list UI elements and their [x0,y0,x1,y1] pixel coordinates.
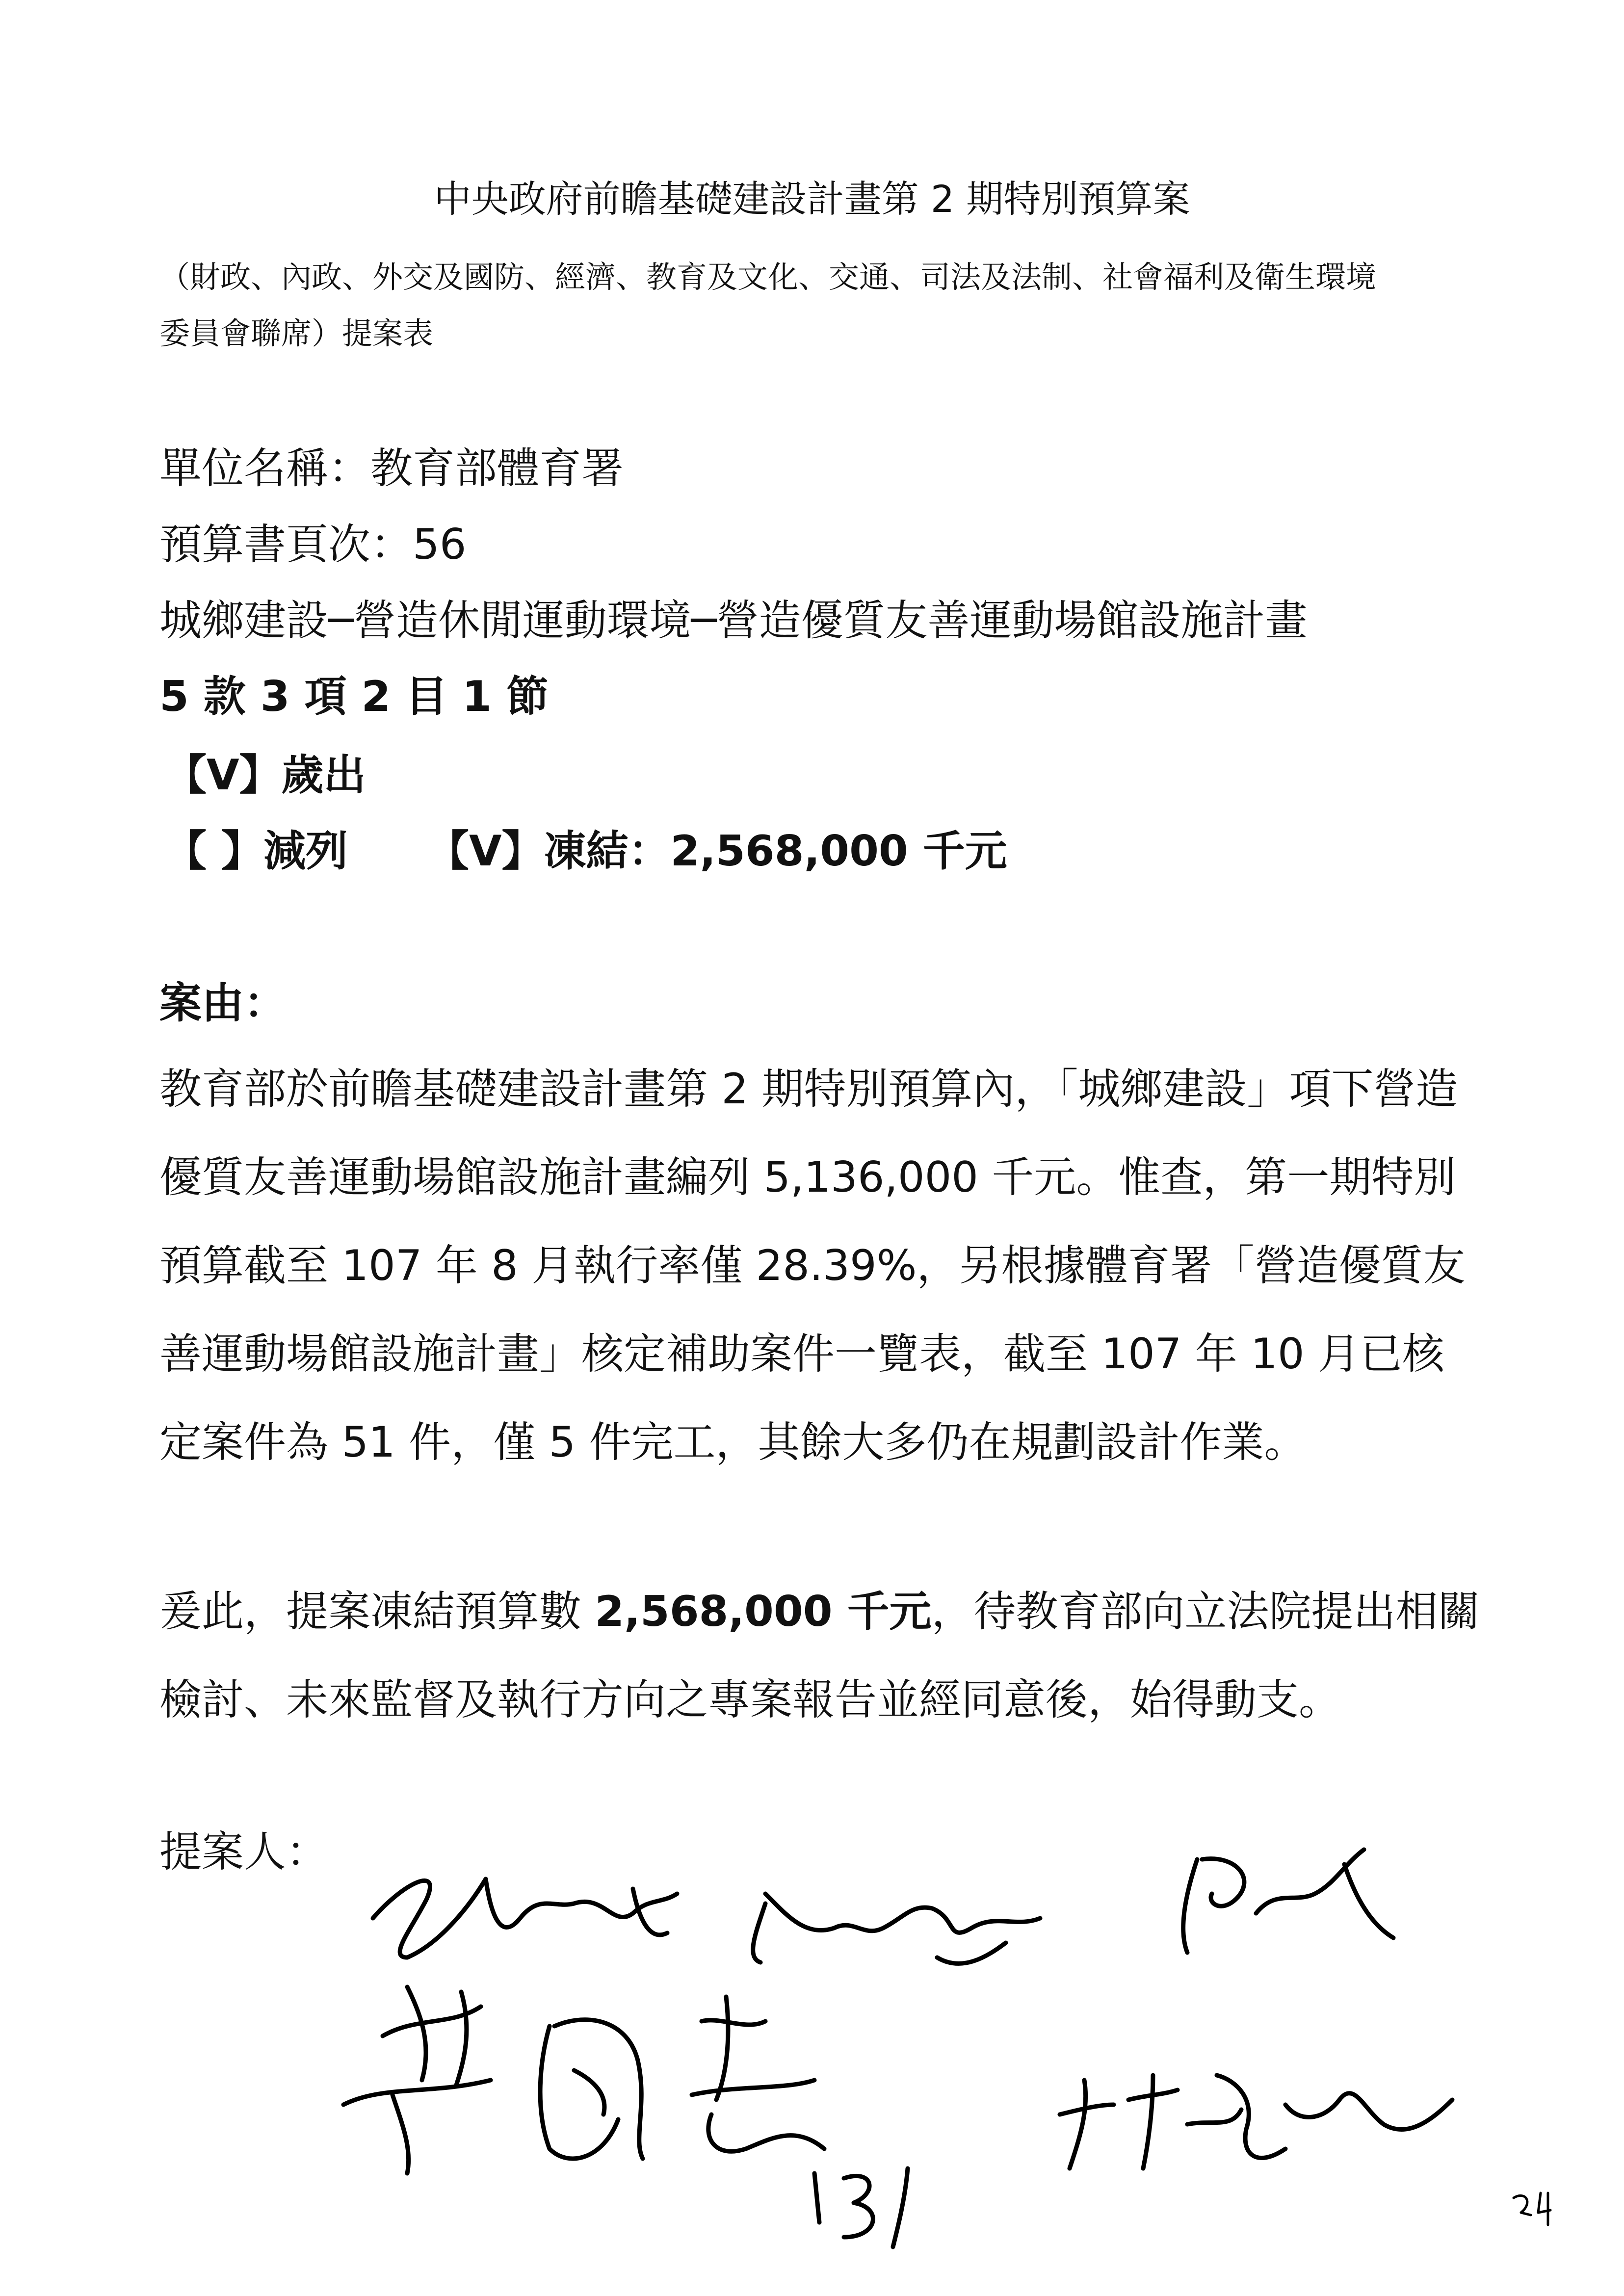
committee-line-2: 委員會聯席）提案表 [159,315,434,351]
signature-stroke [937,1943,1006,1963]
document-title: 中央政府前瞻基礎建設計畫第 2 期特別預算案 [434,177,1190,221]
signature-stroke [540,2020,643,2159]
budget-section: 5 款 3 項 2 目 1 節 [159,672,549,721]
frozen-amount: 2,568,000 千元 [595,1587,932,1636]
reason-line: 善運動場館設施計畫」核定補助案件一覽表，截至 107 年 10 月已核 [159,1330,1444,1379]
unit-name: 單位名稱：教育部體育署 [159,444,624,493]
freeze-check: 【V】凍結：2,568,000 千元 [427,827,1007,876]
proposer-label: 提案人： [159,1827,328,1877]
page-mark [1514,2193,1550,2225]
signature-stroke [692,1997,824,2151]
conclusion-text: 爰此，提案凍結預算數 [159,1587,595,1636]
signature-stroke [633,1889,667,1935]
expenditure-check: 【V】歲出 [164,751,366,800]
reason-heading: 案由： [159,979,286,1028]
signature-stroke [753,1894,1040,1962]
reason-line: 預算截至 107 年 8 月執行率僅 28.39%，另根據體育署「營造優質友 [159,1241,1466,1290]
reduce-check: 【 】減列 [164,827,348,876]
conclusion-line-2: 檢討、未來監督及執行方向之專案報告並經同意後，始得動支。 [159,1675,1341,1724]
committee-line-1: （財政、內政、外交及國防、經濟、教育及文化、交通、司法及法制、社會福利及衛生環境 [159,259,1377,295]
signature-stroke [343,1987,491,2173]
conclusion-text: ，待教育部向立法院提出相關 [931,1587,1480,1636]
plan-name: 城鄉建設─營造休閒運動環境─營造優質友善運動場館設施計畫 [159,596,1308,645]
budget-page: 預算書頁次：56 [159,520,467,569]
reason-line: 教育部於前瞻基礎建設計畫第 2 期特別預算內，「城鄉建設」項下營造 [159,1065,1458,1114]
reason-line: 定案件為 51 件，僅 5 件完工，其餘大多仍在規劃設計作業。 [159,1418,1307,1467]
signature-stroke [1060,2075,1452,2168]
reason-line: 優質友善運動場館設施計畫編列 5,136,000 千元。惟查，第一期特別 [159,1153,1456,1202]
handwritten-digit [814,2168,908,2247]
signature-stroke [1183,1850,1393,1953]
